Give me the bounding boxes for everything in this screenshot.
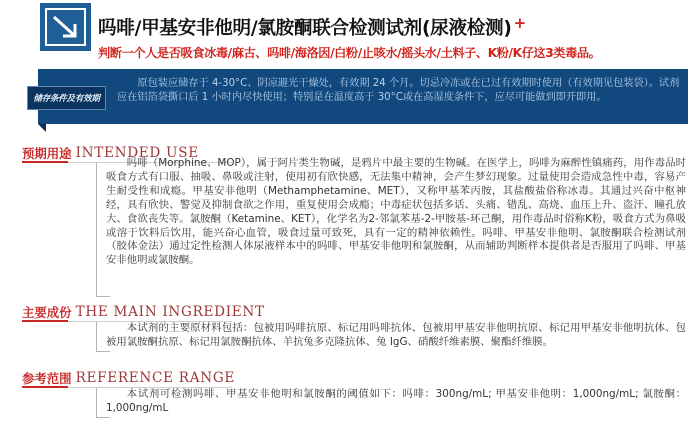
page-title-text: 吗啡/甲基安非他明/氯胺酮联合检测试剂(尿液检测) xyxy=(98,18,512,39)
page-subtitle: 判断一个人是否吸食冰毒/麻古、吗啡/海洛因/白粉/止咳水/摇头水/土料子、K粉/K仔这3类毒品。 xyxy=(98,46,601,60)
storage-badge: 储存条件及有效期 xyxy=(27,86,106,110)
arrow-down-right-icon xyxy=(40,3,91,51)
section-reference-range-title-cn: 参考范围 xyxy=(22,371,72,386)
page-title xyxy=(98,14,526,40)
section-main-ingredient-text: 本试剂的主要原材料包括：包被用吗啡抗原、标记用吗啡抗体、包被用甲基安非他明抗原、标记用甲基安非他明抗体、包被用氯胺酮抗原、标记用氯胺酮抗体、羊抗兔多克隆抗体、兔 IgG、硝酸纤维素膜、聚酯纤维膜。 xyxy=(106,322,686,348)
logo-arrow-icon xyxy=(40,3,91,51)
section-reference-range-title-en: REFERENCE RANGE xyxy=(75,370,236,386)
section-intended-use-title-en: INTENDED USE xyxy=(75,145,199,161)
section-reference-range-header xyxy=(22,368,235,386)
section-main-ingredient-title-cn: 主要成份 xyxy=(22,305,72,320)
section-main-ingredient-title-en: THE MAIN INGREDIENT xyxy=(75,304,265,320)
storage-band-fold xyxy=(38,124,46,132)
storage-text: 原包装应储存于 4-30°C、阴凉避光干燥处，有效期 24 个月。切忌冷冻或在已过有效期时使用（有效期见包装袋）。试剂应在铝箔袋撕口后 1 小时内尽快使用；特别是在温度高于 30°C或在高湿度条件下，应尽可能做到即开即用。 xyxy=(117,78,680,103)
section-intended-use-text: 吗啡（Morphine、MOP），属于阿片类生物碱，是鸦片中最主要的生物碱。在医学上，吗啡为麻醉性镇痛药，用作毒品时吸食方式有口服、抽吸、鼻吸或注射，使用初有欣快感，无法集中精神，会产生梦幻现象。过量使用会造成急性中毒，容易产生耐受性和成瘾。甲基安非他明（Methamphetamine、MET），又称甲基苯丙胺，其盐酸盐俗称冰毒。其通过兴奋中枢神经，具有欣快、警觉及抑制食欲之作用，重复使用会成瘾；中毒症状包括多话、头痛、错乱、高烧、血压上升、盗汗、瞳孔放大、食欲丧失等。氯胺酮（Ketamine、KET），化学名为2-邻氯苯基-2-甲胺基-环己酮，用作毒品时俗称K粉，吸食方式为鼻吸或溶于饮料后饮用，能兴奋心血管，吸食过量可致死，具有一定的精神依赖性。吗啡、甲基安非他明、氯胺酮联合检测试剂（胶体金法）通过定性检测人体尿液样本中的吗啡、甲基安非他明和氯胺酮，从而辅助判断样本提供者是否服用了吗啡、甲基安非他明或氯胺酮。 xyxy=(106,157,686,267)
title-plus-mark: + xyxy=(513,14,526,32)
section-reference-range-text: 本试剂可检测吗啡、甲基安非他明和氯胺酮的阈值如下：吗啡：300ng/mL; 甲基安非他明：1,000ng/mL; 氯胺酮：1,000ng/mL xyxy=(106,388,686,414)
section-intended-use-title-cn: 预期用途 xyxy=(22,146,72,161)
section-main-ingredient-header xyxy=(22,302,265,320)
